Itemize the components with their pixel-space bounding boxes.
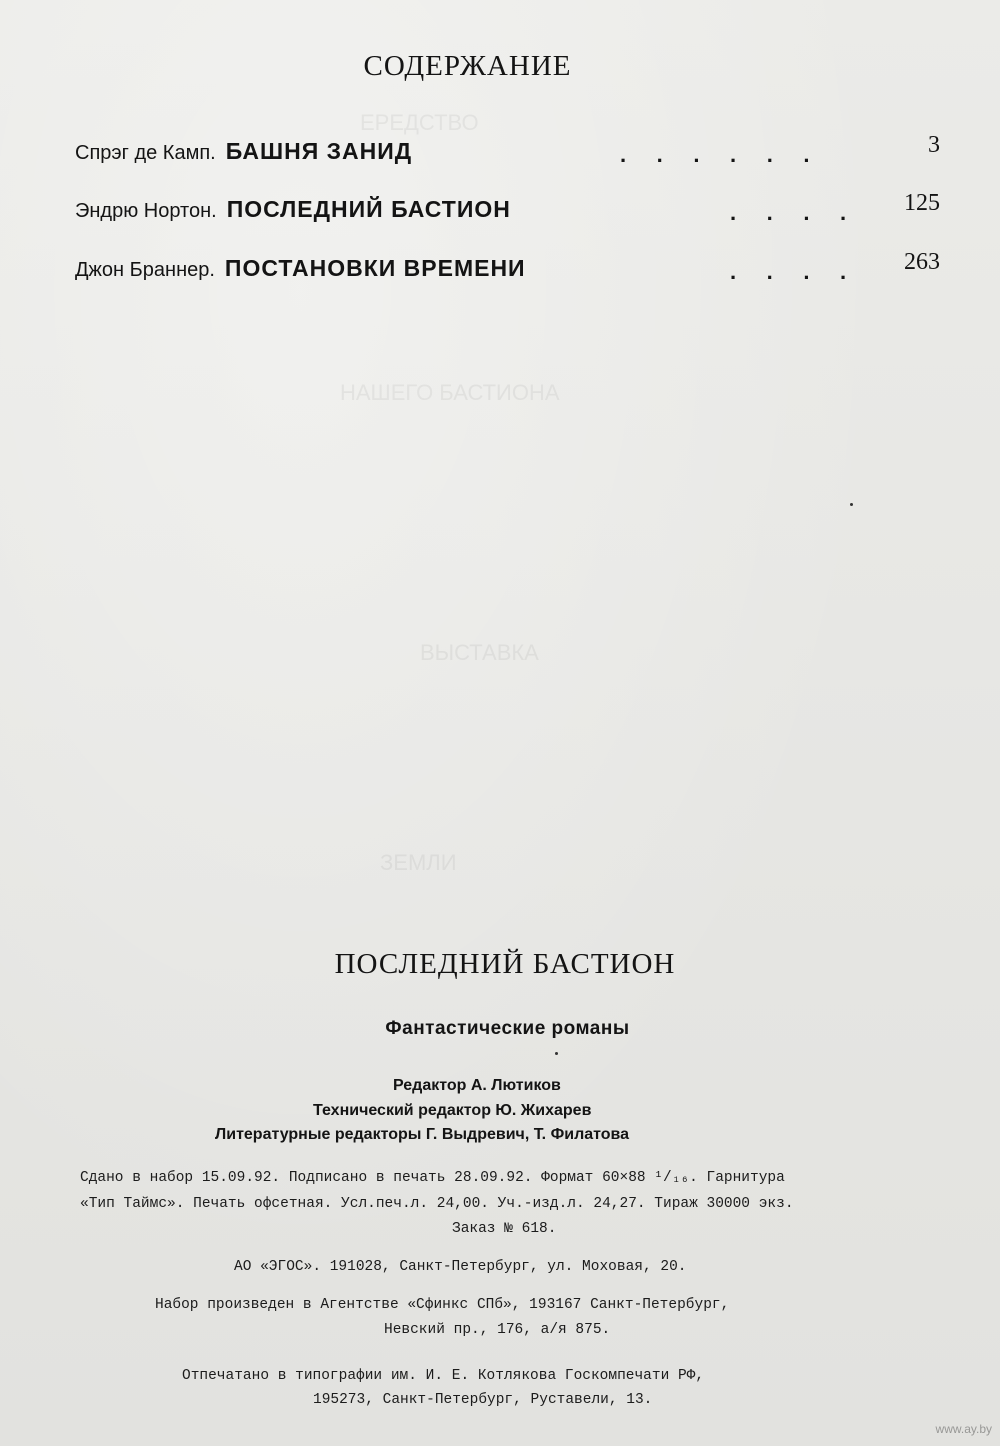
book-subtitle: Фантастические романы	[385, 1018, 630, 1039]
print-speck	[850, 503, 853, 506]
toc-leader-dots: . . . .	[730, 200, 847, 225]
print-speck	[555, 1052, 558, 1055]
toc-leader-dots: . . . .	[730, 259, 847, 284]
toc-page-number: 263	[904, 249, 940, 275]
toc-author: Джон Браннер.	[75, 259, 215, 281]
imprint-print-details: «Тип Таймс». Печать офсетная. Усл.печ.л. 24,00. Уч.-изд.л. 24,27. Тираж 30000 экз.	[80, 1196, 794, 1212]
imprint-printing-house: 195273, Санкт-Петербург, Руставели, 13.	[313, 1392, 653, 1408]
bleed-through-text: ВЫСТАВКА	[420, 640, 539, 665]
toc-page-number: 125	[904, 190, 940, 216]
imprint-print-details: Сдано в набор 15.09.92. Подписано в печать 28.09.92. Формат 60×88 ¹/₁₆. Гарнитура	[80, 1170, 785, 1186]
technical-editor-line: Технический редактор Ю. Жихарев	[313, 1102, 592, 1119]
literary-editors-line: Литературные редакторы Г. Выдревич, Т. Филатова	[215, 1126, 630, 1143]
imprint-typesetting: Невский пр., 176, а/я 875.	[384, 1322, 611, 1338]
toc-work-title: ПОСЛЕДНИЙ БАСТИОН	[226, 196, 511, 222]
imprint-publisher: АО «ЭГОС». 191028, Санкт-Петербург, ул. Моховая, 20.	[234, 1259, 687, 1275]
book-title: ПОСЛЕДНИЙ БАСТИОН	[334, 948, 676, 980]
imprint-printing-house: Отпечатано в типографии им. И. Е. Котлякова Госкомпечати РФ,	[182, 1368, 705, 1384]
toc-leader-dots: . . . . . .	[620, 142, 810, 167]
toc-page-number: 3	[928, 132, 940, 158]
toc-author: Эндрю Нортон.	[75, 200, 217, 222]
contents-heading: СОДЕРЖАНИЕ	[363, 50, 572, 82]
imprint-typesetting: Набор произведен в Агентстве «Сфинкс СПб», 193167 Санкт-Петербург,	[155, 1297, 730, 1313]
toc-work-title: БАШНЯ ЗАНИД	[225, 138, 413, 164]
toc-work-title: ПОСТАНОВКИ ВРЕМЕНИ	[224, 255, 526, 281]
bleed-through-text: ЗЕМЛИ	[380, 850, 457, 875]
toc-entry	[75, 249, 940, 289]
bleed-through-text: НАШЕГО БАСТИОНА	[340, 380, 560, 405]
toc-author: Спрэг де Камп.	[75, 142, 216, 164]
toc-entry	[75, 190, 940, 230]
toc-entry	[75, 132, 940, 172]
bleed-through-text: ЕРЕДСТВО	[360, 110, 479, 135]
editor-line: Редактор А. Лютиков	[393, 1077, 561, 1094]
imprint-order-number: Заказ № 618.	[452, 1221, 557, 1237]
site-watermark: www.ay.by	[935, 1422, 992, 1436]
